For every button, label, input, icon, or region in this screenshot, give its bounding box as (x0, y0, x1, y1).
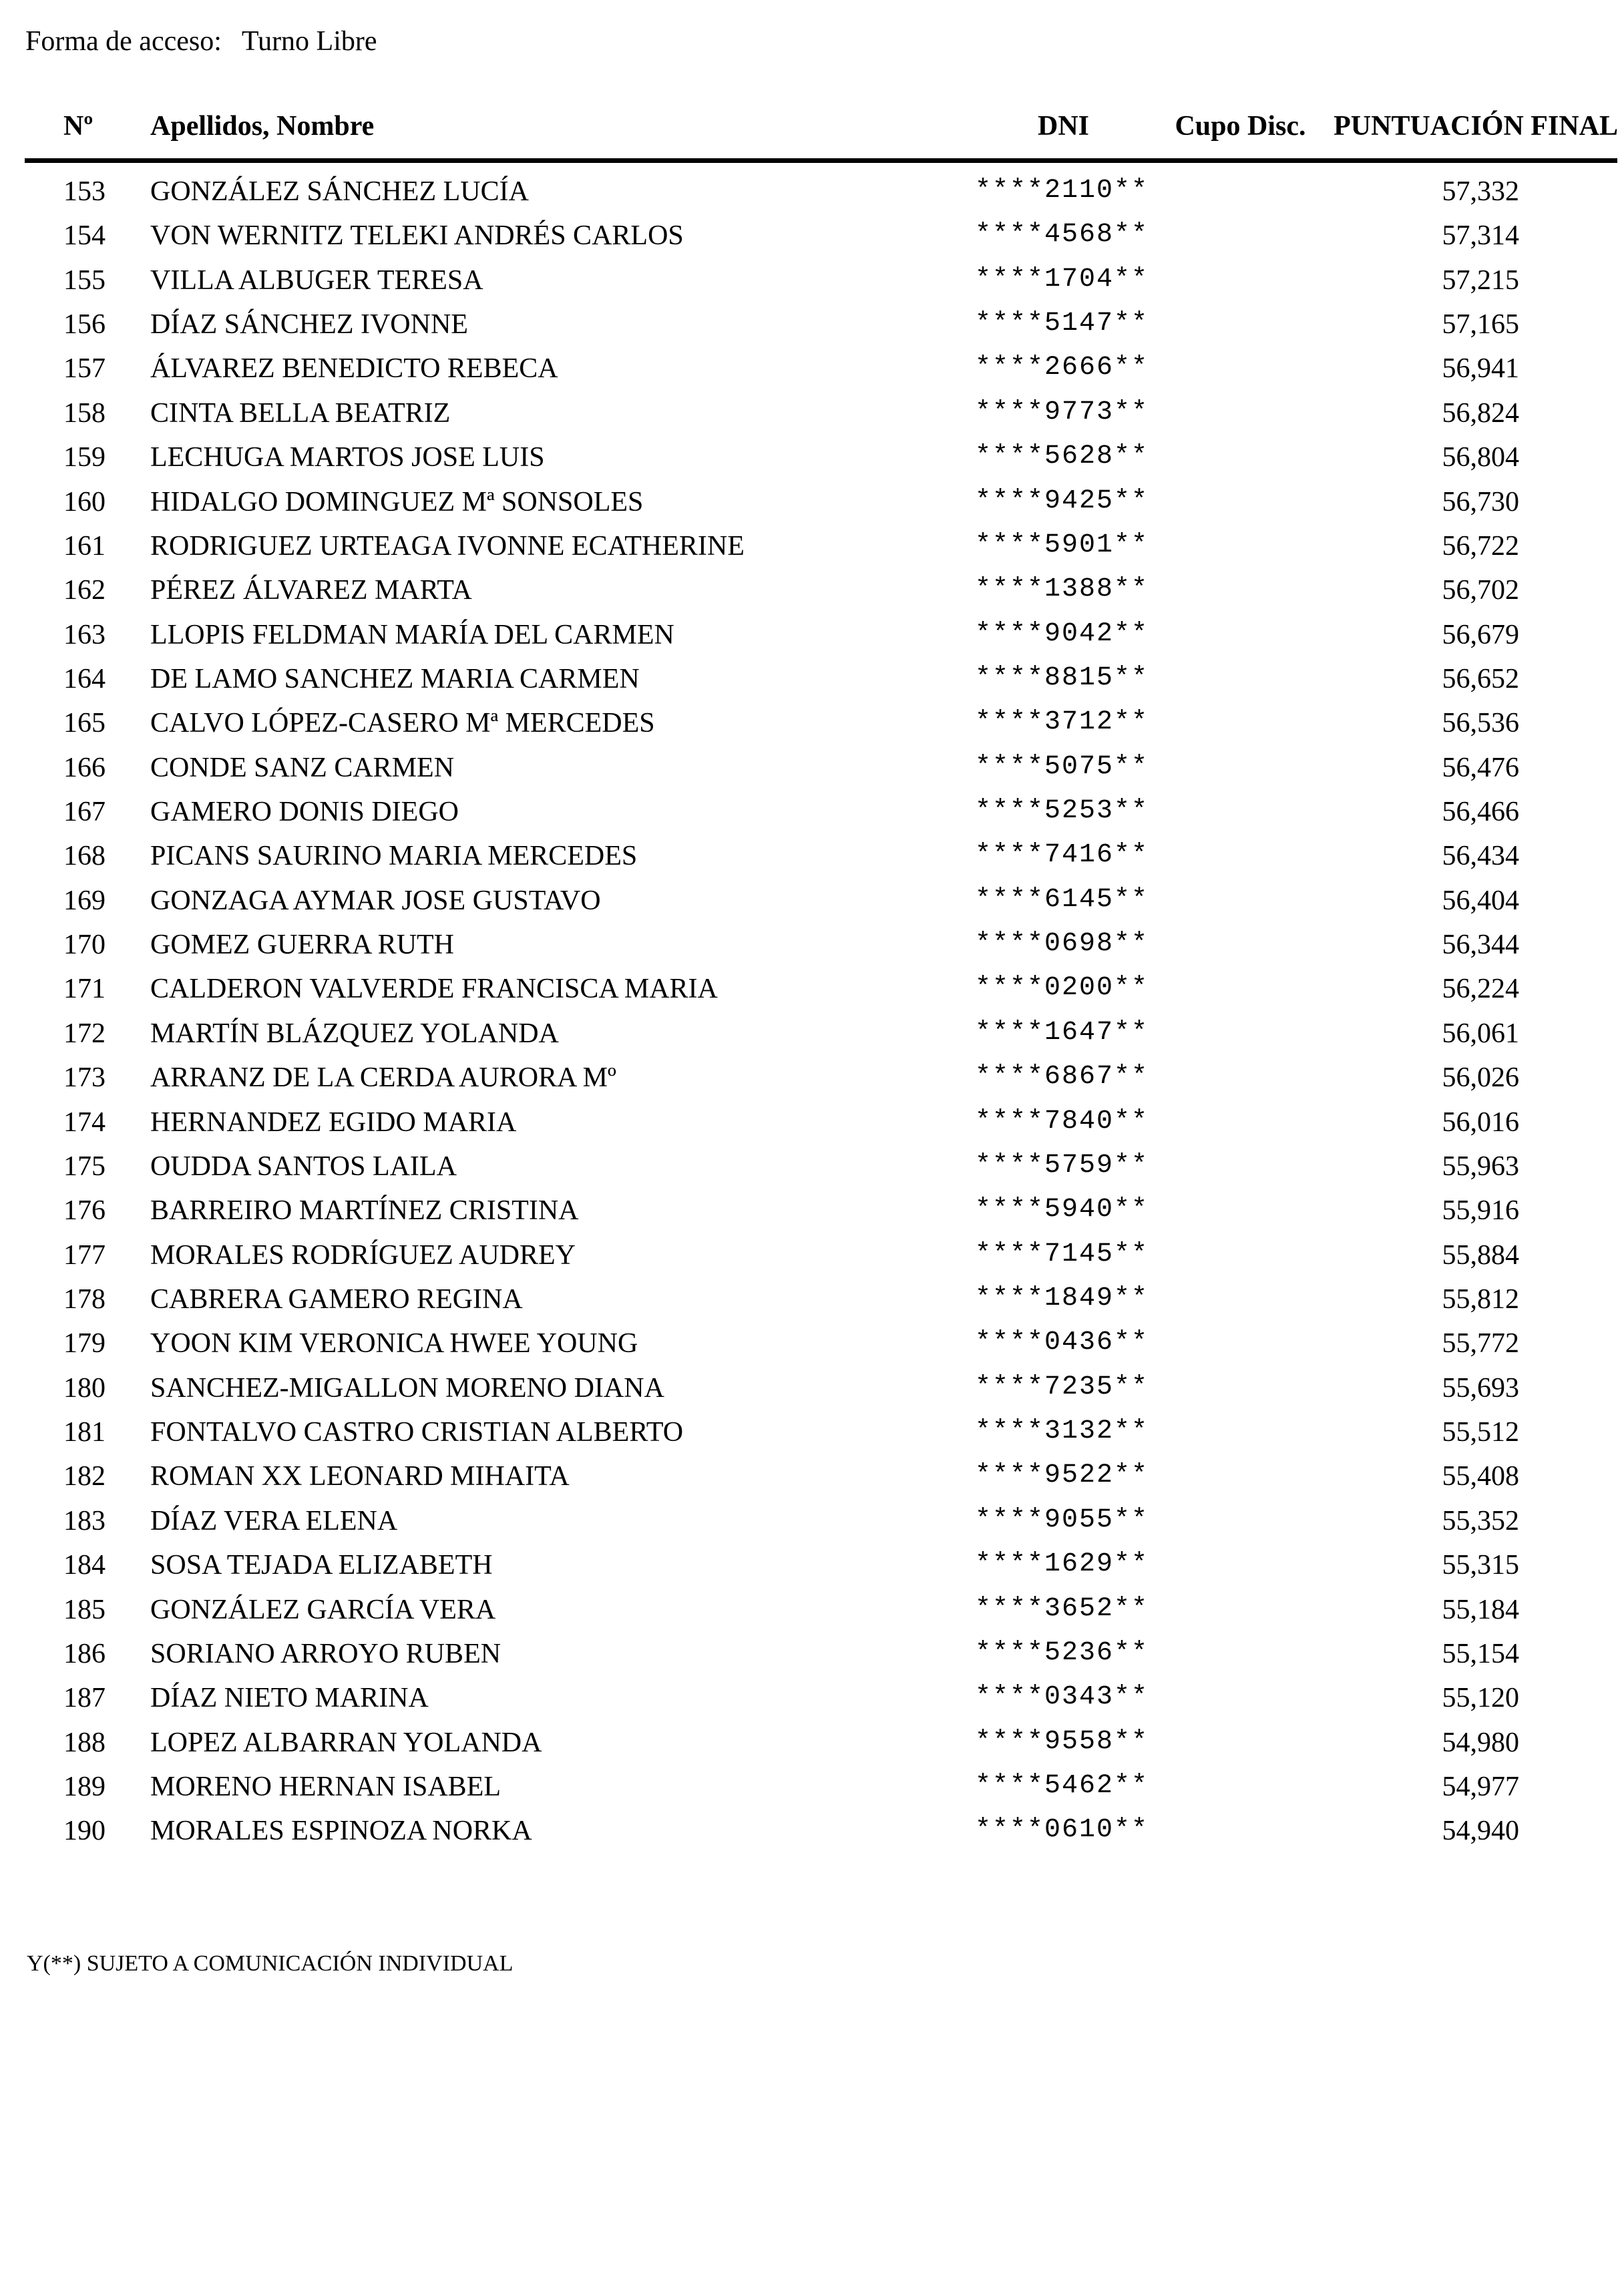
row-name: SOSA TEJADA ELIZABETH (150, 1550, 493, 1581)
column-header-name: Apellidos, Nombre (150, 111, 375, 142)
table-row (0, 574, 1624, 618)
row-number: 183 (63, 1506, 106, 1536)
row-number: 176 (63, 1195, 106, 1226)
row-number: 180 (63, 1373, 106, 1404)
row-dni: ****1704** (975, 264, 1149, 294)
row-name: DÍAZ SÁNCHEZ IVONNE (150, 309, 468, 340)
row-name: CINTA BELLA BEATRIZ (150, 398, 451, 429)
row-final-score: 54,980 (1442, 1727, 1519, 1758)
row-final-score: 54,977 (1442, 1772, 1519, 1802)
row-final-score: 56,434 (1442, 841, 1519, 871)
row-number: 162 (63, 575, 106, 606)
row-number: 166 (63, 753, 106, 783)
row-dni: ****5940** (975, 1195, 1149, 1225)
row-final-score: 55,315 (1442, 1550, 1519, 1581)
row-dni: ****0200** (975, 973, 1149, 1003)
row-dni: ****7235** (975, 1372, 1149, 1402)
row-name: GAMERO DONIS DIEGO (150, 797, 459, 827)
row-name: GONZÁLEZ GARCÍA VERA (150, 1595, 496, 1625)
row-dni: ****3652** (975, 1594, 1149, 1624)
row-number: 174 (63, 1107, 106, 1138)
row-number: 177 (63, 1240, 106, 1271)
row-number: 181 (63, 1417, 106, 1448)
column-header-dni: DNI (1037, 111, 1089, 142)
row-name: FONTALVO CASTRO CRISTIAN ALBERTO (150, 1417, 684, 1448)
row-number: 157 (63, 353, 106, 384)
row-dni: ****7840** (975, 1106, 1149, 1136)
table-row (0, 1018, 1624, 1062)
table-row (0, 619, 1624, 663)
table-row (0, 1460, 1624, 1504)
row-dni: ****1849** (975, 1283, 1149, 1313)
row-number: 159 (63, 442, 106, 473)
table-row (0, 1815, 1624, 1859)
row-number: 165 (63, 708, 106, 739)
table-row (0, 1195, 1624, 1239)
row-dni: ****9055** (975, 1505, 1149, 1535)
row-name: ROMAN XX LEONARD MIHAITA (150, 1461, 570, 1492)
row-number: 189 (63, 1772, 106, 1802)
table-row (0, 796, 1624, 840)
access-mode-label: Forma de acceso: (25, 26, 222, 57)
row-final-score: 56,824 (1442, 398, 1519, 429)
table-row (0, 885, 1624, 929)
row-dni: ****0436** (975, 1327, 1149, 1358)
row-name: BARREIRO MARTÍNEZ CRISTINA (150, 1195, 579, 1226)
row-dni: ****7145** (975, 1239, 1149, 1269)
table-row (0, 1638, 1624, 1682)
row-dni: ****9042** (975, 619, 1149, 649)
row-name: VILLA ALBUGER TERESA (150, 265, 483, 296)
row-final-score: 57,215 (1442, 265, 1519, 296)
row-number: 161 (63, 531, 106, 562)
row-name: DE LAMO SANCHEZ MARIA CARMEN (150, 664, 640, 694)
table-row (0, 663, 1624, 707)
header-divider-rule (25, 158, 1617, 163)
row-final-score: 55,812 (1442, 1284, 1519, 1315)
row-dni: ****1388** (975, 574, 1149, 604)
row-final-score: 55,120 (1442, 1683, 1519, 1713)
row-name: PÉREZ ÁLVAREZ MARTA (150, 575, 472, 606)
row-number: 185 (63, 1595, 106, 1625)
row-name: SANCHEZ-MIGALLON MORENO DIANA (150, 1373, 664, 1404)
row-number: 156 (63, 309, 106, 340)
row-name: VON WERNITZ TELEKI ANDRÉS CARLOS (150, 220, 684, 251)
row-number: 187 (63, 1683, 106, 1713)
table-row (0, 353, 1624, 397)
table-row (0, 929, 1624, 973)
row-dni: ****6145** (975, 885, 1149, 915)
row-final-score: 56,344 (1442, 929, 1519, 960)
table-row (0, 1594, 1624, 1638)
row-dni: ****0610** (975, 1815, 1149, 1845)
row-name: YOON KIM VERONICA HWEE YOUNG (150, 1328, 638, 1359)
footer-note: Y(**) SUJETO A COMUNICACIÓN INDIVIDUAL (27, 1951, 514, 1976)
table-row (0, 530, 1624, 574)
row-number: 188 (63, 1727, 106, 1758)
row-final-score: 55,884 (1442, 1240, 1519, 1271)
row-final-score: 55,772 (1442, 1328, 1519, 1359)
row-number: 169 (63, 885, 106, 916)
table-row (0, 707, 1624, 751)
row-number: 160 (63, 487, 106, 517)
table-row (0, 1416, 1624, 1460)
access-mode-value: Turno Libre (241, 26, 377, 57)
row-final-score: 56,941 (1442, 353, 1519, 384)
row-final-score: 56,224 (1442, 974, 1519, 1004)
table-row (0, 441, 1624, 485)
table-row (0, 486, 1624, 530)
row-final-score: 55,154 (1442, 1639, 1519, 1669)
table-row (0, 1106, 1624, 1151)
row-dni: ****1647** (975, 1018, 1149, 1048)
table-row (0, 1327, 1624, 1372)
table-row (0, 840, 1624, 884)
row-name: ARRANZ DE LA CERDA AURORA Mº (150, 1062, 616, 1093)
row-name: OUDDA SANTOS LAILA (150, 1151, 457, 1182)
table-row (0, 264, 1624, 308)
row-name: GONZAGA AYMAR JOSE GUSTAVO (150, 885, 601, 916)
row-final-score: 56,804 (1442, 442, 1519, 473)
row-name: CALVO LÓPEZ-CASERO Mª MERCEDES (150, 708, 655, 739)
row-name: PICANS SAURINO MARIA MERCEDES (150, 841, 638, 871)
row-number: 172 (63, 1018, 106, 1049)
row-number: 182 (63, 1461, 106, 1492)
row-final-score: 56,536 (1442, 708, 1519, 739)
row-name: HERNANDEZ EGIDO MARIA (150, 1107, 517, 1138)
row-dni: ****5462** (975, 1771, 1149, 1801)
row-name: MARTÍN BLÁZQUEZ YOLANDA (150, 1018, 559, 1049)
row-dni: ****5253** (975, 796, 1149, 826)
column-header-cupo-disc: Cupo Disc. (1175, 111, 1306, 142)
row-dni: ****5901** (975, 530, 1149, 560)
row-number: 154 (63, 220, 106, 251)
row-final-score: 56,404 (1442, 885, 1519, 916)
row-number: 167 (63, 797, 106, 827)
row-dni: ****2110** (975, 176, 1149, 206)
row-number: 184 (63, 1550, 106, 1581)
table-row (0, 752, 1624, 796)
row-dni: ****5759** (975, 1151, 1149, 1181)
row-name: GOMEZ GUERRA RUTH (150, 929, 455, 960)
row-final-score: 57,332 (1442, 176, 1519, 207)
table-row (0, 1505, 1624, 1549)
row-name: MORALES ESPINOZA NORKA (150, 1816, 532, 1846)
row-dni: ****7416** (975, 840, 1149, 870)
row-dni: ****5628** (975, 441, 1149, 471)
table-row (0, 397, 1624, 441)
row-final-score: 56,730 (1442, 487, 1519, 517)
row-number: 155 (63, 265, 106, 296)
row-number: 190 (63, 1816, 106, 1846)
row-name: MORALES RODRÍGUEZ AUDREY (150, 1240, 576, 1271)
row-final-score: 56,679 (1442, 620, 1519, 650)
row-dni: ****3712** (975, 707, 1149, 737)
table-row (0, 1151, 1624, 1195)
row-name: HIDALGO DOMINGUEZ Mª SONSOLES (150, 487, 644, 517)
row-name: RODRIGUEZ URTEAGA IVONNE ECATHERINE (150, 531, 745, 562)
row-name: LOPEZ ALBARRAN YOLANDA (150, 1727, 542, 1758)
row-final-score: 55,963 (1442, 1151, 1519, 1182)
table-row (0, 1062, 1624, 1106)
row-number: 179 (63, 1328, 106, 1359)
row-dni: ****2666** (975, 353, 1149, 383)
table-row (0, 973, 1624, 1017)
row-dni: ****5236** (975, 1638, 1149, 1668)
table-row (0, 308, 1624, 353)
row-name: DÍAZ VERA ELENA (150, 1506, 398, 1536)
row-number: 168 (63, 841, 106, 871)
row-final-score: 56,722 (1442, 531, 1519, 562)
table-row (0, 1771, 1624, 1815)
row-number: 171 (63, 974, 106, 1004)
access-mode-line (25, 25, 377, 57)
column-header-number: Nº (63, 111, 93, 142)
row-final-score: 55,512 (1442, 1417, 1519, 1448)
table-row (0, 176, 1624, 220)
row-final-score: 56,061 (1442, 1018, 1519, 1049)
row-final-score: 57,165 (1442, 309, 1519, 340)
row-name: CALDERON VALVERDE FRANCISCA MARIA (150, 974, 718, 1004)
row-name: LECHUGA MARTOS JOSE LUIS (150, 442, 545, 473)
row-final-score: 57,314 (1442, 220, 1519, 251)
row-final-score: 56,466 (1442, 797, 1519, 827)
row-final-score: 56,016 (1442, 1107, 1519, 1138)
row-dni: ****1629** (975, 1549, 1149, 1579)
row-name: SORIANO ARROYO RUBEN (150, 1639, 501, 1669)
row-dni: ****9522** (975, 1460, 1149, 1490)
row-name: CONDE SANZ CARMEN (150, 753, 455, 783)
row-dni: ****3132** (975, 1416, 1149, 1446)
row-dni: ****8815** (975, 663, 1149, 693)
row-final-score: 55,916 (1442, 1195, 1519, 1226)
table-row (0, 220, 1624, 264)
row-name: ÁLVAREZ BENEDICTO REBECA (150, 353, 558, 384)
row-number: 178 (63, 1284, 106, 1315)
row-dni: ****5075** (975, 752, 1149, 782)
row-number: 175 (63, 1151, 106, 1182)
row-number: 186 (63, 1639, 106, 1669)
row-number: 153 (63, 176, 106, 207)
row-dni: ****0698** (975, 929, 1149, 959)
row-number: 170 (63, 929, 106, 960)
table-row (0, 1549, 1624, 1593)
row-final-score: 56,476 (1442, 753, 1519, 783)
row-final-score: 55,408 (1442, 1461, 1519, 1492)
row-dni: ****9558** (975, 1727, 1149, 1757)
column-header-final-score: PUNTUACIÓN FINAL (1334, 111, 1618, 142)
row-number: 163 (63, 620, 106, 650)
row-number: 158 (63, 398, 106, 429)
row-name: DÍAZ NIETO MARINA (150, 1683, 429, 1713)
table-row (0, 1283, 1624, 1327)
table-row (0, 1682, 1624, 1726)
row-dni: ****6867** (975, 1062, 1149, 1092)
row-dni: ****5147** (975, 308, 1149, 339)
table-row (0, 1239, 1624, 1283)
row-final-score: 56,026 (1442, 1062, 1519, 1093)
table-row (0, 1372, 1624, 1416)
row-name: GONZÁLEZ SÁNCHEZ LUCÍA (150, 176, 529, 207)
row-name: LLOPIS FELDMAN MARÍA DEL CARMEN (150, 620, 674, 650)
row-final-score: 55,184 (1442, 1595, 1519, 1625)
row-dni: ****9425** (975, 486, 1149, 516)
row-dni: ****9773** (975, 397, 1149, 427)
row-final-score: 55,693 (1442, 1373, 1519, 1404)
row-final-score: 55,352 (1442, 1506, 1519, 1536)
row-final-score: 56,702 (1442, 575, 1519, 606)
row-name: MORENO HERNAN ISABEL (150, 1772, 501, 1802)
row-final-score: 54,940 (1442, 1816, 1519, 1846)
row-number: 164 (63, 664, 106, 694)
row-name: CABRERA GAMERO REGINA (150, 1284, 523, 1315)
row-dni: ****4568** (975, 220, 1149, 250)
row-number: 173 (63, 1062, 106, 1093)
table-row (0, 1727, 1624, 1771)
row-final-score: 56,652 (1442, 664, 1519, 694)
row-dni: ****0343** (975, 1682, 1149, 1712)
